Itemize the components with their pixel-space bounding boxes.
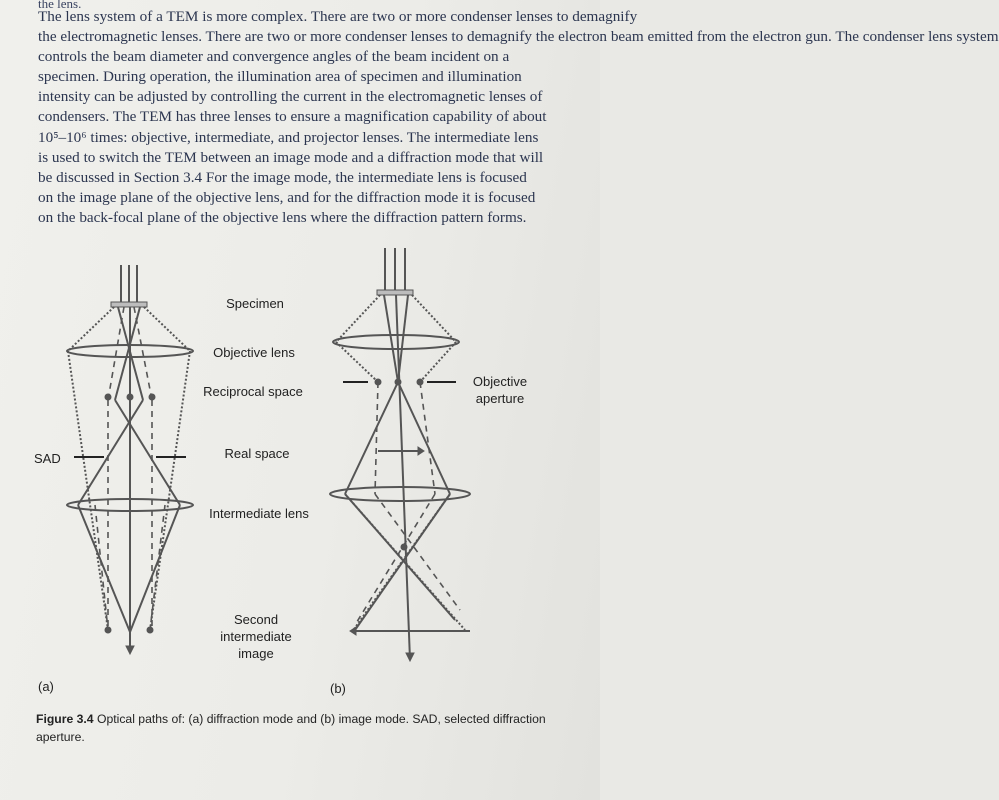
text-line: specimen. During operation, the illumination area of specimen and illumination bbox=[38, 68, 522, 86]
text-line: is used to switch the TEM between an image mode and a diffraction mode that will bbox=[38, 148, 544, 166]
text-line: controls the beam diameter and convergence angles of the beam incident on a bbox=[38, 48, 510, 66]
caption-text: Optical paths of: (a) diffraction mode and (b) image mode. SAD, selected diffraction aperture. bbox=[36, 712, 546, 744]
text-line: be discussed in Section 3.4 For the image mode, the intermediate lens is focused bbox=[38, 168, 527, 186]
objective-lens-b bbox=[333, 335, 459, 349]
optical-path-figure bbox=[0, 255, 600, 705]
text-line: on the back-focal plane of the objective lens where the diffraction pattern forms. bbox=[38, 208, 527, 226]
body-paragraph bbox=[38, 0, 999, 228]
caption-number: Figure 3.4 bbox=[36, 712, 94, 726]
second-intermediate-image-label: Second intermediate image bbox=[220, 612, 292, 661]
text-line: 10⁵–10⁶ times: objective, intermediate, and projector lenses. The intermediate lens bbox=[38, 128, 539, 146]
real-space-label: Real space bbox=[224, 446, 290, 461]
top-fragment: the lens. bbox=[38, 0, 82, 11]
specimen-label: Specimen bbox=[226, 296, 284, 311]
panel-a-label: (a) bbox=[38, 679, 54, 694]
text-line: condensers. The TEM has three lenses to ensure a magnification capability of about bbox=[38, 108, 547, 126]
text-line: on the image plane of the objective lens, and for the diffraction mode it is focused bbox=[38, 188, 536, 206]
panel-a-diagram bbox=[67, 265, 193, 654]
text-line: intensity can be adjusted by controlling the current in the electromagnetic lenses of bbox=[38, 88, 543, 106]
figure-caption bbox=[36, 710, 596, 746]
sad-label: SAD bbox=[34, 451, 61, 466]
panel-b-diagram bbox=[330, 248, 470, 661]
specimen-b bbox=[377, 290, 413, 295]
objective-lens-label: Objective lens bbox=[213, 345, 295, 360]
panel-b-label: (b) bbox=[330, 681, 346, 696]
text-line: The lens system of a TEM is more complex. There are two or more condenser lenses to demagnify bbox=[38, 8, 638, 25]
text-line: the electromagnetic lenses. There are two or more condenser lenses to demagnify the electron beam emitted from the electron gun. The condenser lens system bbox=[38, 28, 999, 46]
objective-aperture-label: Objective aperture bbox=[472, 374, 528, 406]
intermediate-lens-label: Intermediate lens bbox=[209, 506, 309, 521]
reciprocal-space-label: Reciprocal space bbox=[203, 384, 303, 399]
specimen-a bbox=[111, 302, 147, 307]
